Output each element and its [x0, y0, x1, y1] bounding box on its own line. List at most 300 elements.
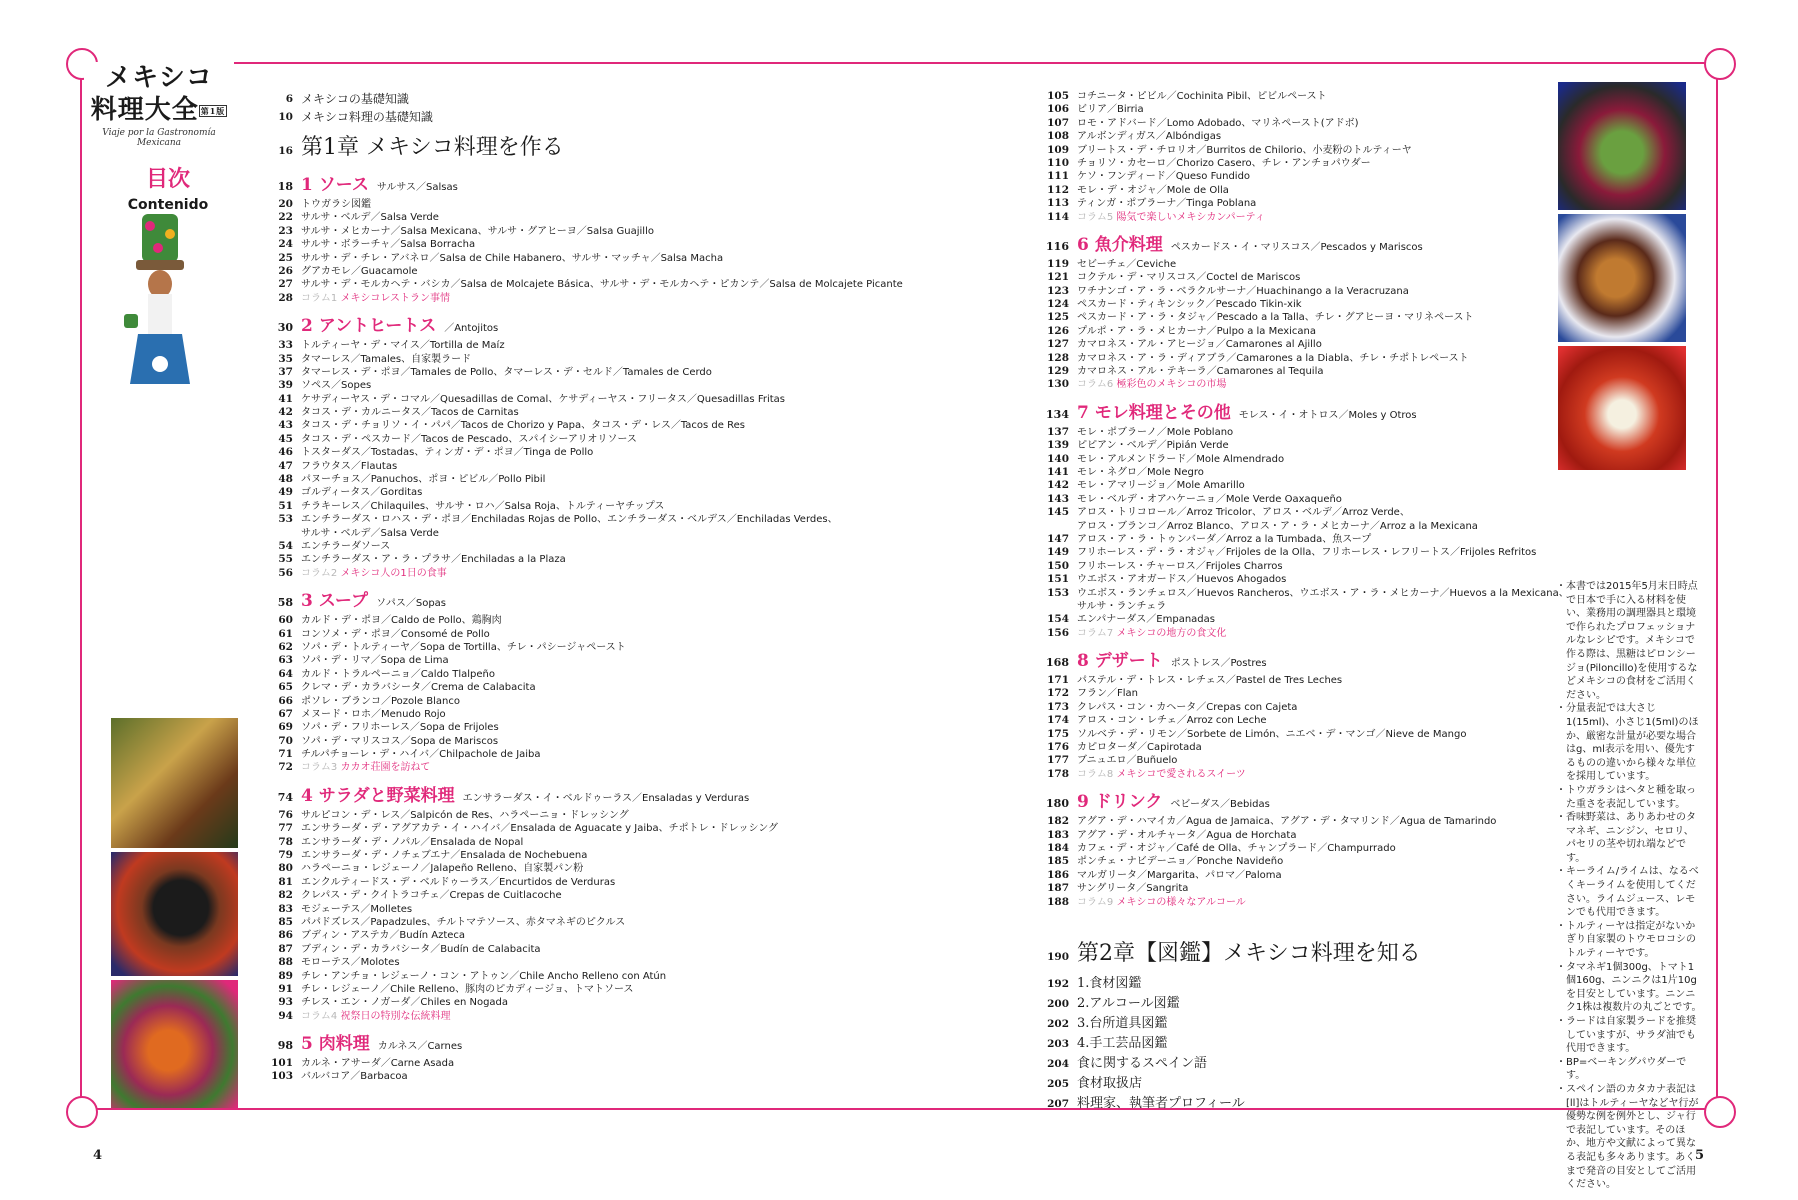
- page-number: 76: [278, 808, 293, 821]
- toc-entry: [1036, 869, 1556, 882]
- toc-entry: [1036, 311, 1556, 324]
- note-item: ・スペイン語のカタカナ表記は[ll]はトルティーヤなどヤ行が優勢な例を例外とし、ジャ行で表記しています。そのほか、地方や文献によって異なる表記も多々あります。あくまで発音の目安としてご活用ください。: [1556, 1083, 1699, 1191]
- title-line2: 料理大全 第1版: [90, 95, 226, 125]
- page-number: 202: [1047, 1018, 1069, 1030]
- page-number: [1036, 600, 1077, 613]
- toc-entry: [1036, 117, 1556, 130]
- toc-entry: [260, 211, 820, 224]
- note-item: ・ラードは自家製ラードを推奨していますが、サラダ油でも代用できます。: [1556, 1016, 1696, 1055]
- page-number: 175: [1047, 727, 1069, 740]
- toc-entry: [1036, 701, 1556, 714]
- page-number: 105: [1047, 90, 1069, 102]
- entry-title: タコス・デ・チョリソ・イ・パパ／Tacos de Chorizo y Papa、タコス・デ・レス／Tacos de Res: [301, 420, 745, 432]
- column-prefix: コラム7: [1077, 627, 1114, 639]
- toc-entry: [260, 721, 820, 734]
- page-number: 58: [277, 596, 293, 610]
- entry-title: ソパ・デ・フリホーレス／Sopa de Frijoles: [301, 722, 499, 734]
- column-entry: [1036, 627, 1556, 640]
- section-heading: [1036, 230, 1556, 258]
- page-number: 187: [1047, 882, 1069, 895]
- page-number-left: 4: [93, 1148, 103, 1163]
- section-heading: [260, 170, 820, 198]
- entry-title: ソパ・デ・リマ／Sopa de Lima: [301, 655, 449, 667]
- toc-entry: [1036, 1094, 1476, 1114]
- page-number: 116: [1046, 239, 1069, 253]
- page-number: 139: [1047, 439, 1069, 452]
- section-subtitle: ソパス／Sopas: [376, 598, 447, 610]
- toc-entry: [260, 1057, 820, 1070]
- entry-title: サルサ・ベルデ／Salsa Verde: [301, 212, 439, 224]
- toc-entry: [1036, 365, 1556, 378]
- toc-entry: [1036, 338, 1556, 351]
- page-number: 200: [1047, 998, 1069, 1010]
- entry-title: パステル・デ・トレス・レチェス／Pastel de Tres Leches: [1077, 675, 1343, 687]
- page-number: 107: [1047, 116, 1069, 129]
- page-number: 61: [278, 627, 293, 640]
- entry-title: ソパ・デ・マリスコス／Sopa de Mariscos: [301, 735, 499, 747]
- entry-title: クレマ・デ・カラバシータ／Crema de Calabacita: [301, 682, 536, 694]
- page-number: 119: [1047, 257, 1069, 270]
- toc-entry: [260, 473, 820, 486]
- toc-entry: [1036, 842, 1556, 855]
- toc-intro-entry: [260, 108, 820, 126]
- toc-entry: [1036, 687, 1556, 700]
- page-number: 49: [278, 486, 293, 499]
- toc-entry: [260, 822, 820, 835]
- page-number: 54: [278, 539, 293, 552]
- page-number: 88: [278, 956, 293, 969]
- chapter-heading: [260, 130, 820, 164]
- page-number: 128: [1047, 351, 1069, 364]
- toc-entry: [260, 735, 820, 748]
- entry-title: アグア・デ・オルチャータ／Agua de Horchata: [1077, 829, 1297, 841]
- toc-entry: [260, 943, 820, 956]
- toc-entry: [260, 983, 820, 996]
- page-number: 140: [1047, 452, 1069, 465]
- toc-entry: [260, 460, 820, 473]
- page-number: [260, 527, 301, 540]
- entry-title: ブニュエロ／Buñuelo: [1077, 755, 1178, 767]
- toc-entry: [260, 970, 820, 983]
- entry-title: アロス・ア・ラ・トゥンバーダ／Arroz a la Tumbada、魚スープ: [1077, 533, 1372, 545]
- entry-title: サングリータ／Sangrita: [1077, 883, 1189, 895]
- toc-entry: [260, 198, 820, 211]
- section-heading: [1036, 398, 1556, 426]
- page-number: 98: [277, 1039, 293, 1053]
- section-title: 7 モレ料理とその他: [1077, 402, 1231, 423]
- toc-entry: [1036, 453, 1556, 466]
- entry-title: ポンチェ・ナビデーニョ／Ponche Navideño: [1077, 856, 1284, 868]
- section-title: 5 肉料理: [301, 1034, 370, 1055]
- toc-entry: [260, 916, 820, 929]
- entry-title: パパドズレス／Papadzules、チルトマテソース、赤タマネギのピクルス: [301, 916, 626, 928]
- toc-entry: [260, 252, 820, 265]
- page-number: 130: [1047, 378, 1069, 391]
- page-number: 55: [278, 553, 293, 566]
- entry-title: サルサ・デ・モルカヘテ・バシカ／Salsa de Molcajete Básica、サルサ・デ・モルカヘテ・ピカンテ／Salsa de Molcajete Picante: [301, 279, 903, 291]
- note-item: ・香味野菜は、ありあわせのタマネギ、ニンジン、セロリ、パセリの茎や切れ端などです。: [1556, 812, 1696, 864]
- toc-entry: [1036, 439, 1556, 452]
- title-line1: メキシコ: [105, 63, 213, 93]
- toc-entry: [260, 681, 820, 694]
- column-text: 極彩色のメキシコの市場: [1113, 379, 1227, 391]
- chapter-title: 第2章【図鑑】メキシコ料理を知る: [1077, 941, 1421, 966]
- toc-entry: [260, 406, 820, 419]
- page-number: 22: [278, 211, 293, 224]
- section-heading: [260, 1029, 820, 1057]
- entry-title: モジェーテス／Molletes: [301, 903, 413, 915]
- frame-corner-ornament: [1704, 1096, 1736, 1128]
- entry-title: カフェ・デ・オジャ／Café de Olla、チャンプラード／Champurrado: [1077, 842, 1396, 854]
- entry-title: ペスカード・ティキンシック／Pescado Tikin-xik: [1077, 299, 1302, 311]
- edition-badge: 第1版: [200, 106, 226, 116]
- entry-title: エンサラーダ・デ・ノチェブエナ／Ensalada de Nochebuena: [301, 850, 588, 862]
- page-number: 46: [278, 446, 293, 459]
- toc-entry: [1036, 1014, 1476, 1034]
- entry-title: クレパス・デ・クイトラコチェ／Crepas de Cuitlacoche: [301, 890, 562, 902]
- toc-entry: [1036, 560, 1556, 573]
- page-number: 171: [1047, 674, 1069, 687]
- entry-title: カマロネス・ア・ラ・ディアブラ／Camarones a la Diabla、チレ・チポトレペースト: [1077, 352, 1469, 364]
- page-number: 41: [278, 392, 293, 405]
- entry-title: カマロネス・アル・アヒージョ／Camarones al Ajillo: [1077, 339, 1322, 351]
- entry-title: セビーチェ／Ceviche: [1077, 258, 1177, 270]
- book-title: [84, 62, 234, 148]
- section-title: 6 魚介料理: [1077, 234, 1163, 255]
- food-photo-salad: [111, 980, 238, 1108]
- page-number: 89: [278, 969, 293, 982]
- page-number: 33: [278, 339, 293, 352]
- entry-title: エンチラーダス・ロハス・デ・ポヨ／Enchiladas Rojas de Pollo、エンチラーダス・ベルデス／Enchiladas Verdes、: [301, 514, 838, 526]
- page-number: 124: [1047, 298, 1069, 311]
- page-number: 6: [285, 93, 293, 105]
- section-subtitle: サルサス／Salsas: [376, 182, 458, 193]
- entry-title: アグア・デ・ハマイカ／Agua de Jamaica、アグア・デ・タマリンド／Agua de Tamarindo: [1077, 816, 1497, 828]
- toc-entry: [260, 278, 903, 291]
- toc-left-column: [260, 90, 903, 1084]
- page-number: 71: [278, 748, 293, 761]
- entry-title: ティンガ・ポブラーナ／Tinga Poblana: [1077, 198, 1257, 210]
- entry-title: アロス・コン・レチェ／Arroz con Leche: [1077, 715, 1267, 727]
- toc-entry: [260, 1070, 820, 1083]
- toc-entry: [1036, 426, 1556, 439]
- entry-title: カルド・デ・ポヨ／Caldo de Pollo、鶏胸肉: [301, 615, 502, 627]
- toc-entry: [1036, 271, 1556, 284]
- entry-title: エンサラーダ・デ・アグアカテ・イ・ハイバ／Ensalada de Aguacate y Jaiba、チポトレ・ドレッシング: [301, 823, 779, 835]
- entry-title: プルポ・ア・ラ・メヒカーナ／Pulpo a la Mexicana: [1077, 325, 1316, 337]
- entry-title: メキシコ料理の基礎知識: [301, 110, 433, 124]
- page-number: 151: [1047, 573, 1069, 586]
- food-photo-mole: [1558, 82, 1686, 210]
- column-prefix: コラム8: [1077, 768, 1114, 780]
- page-number: 77: [278, 822, 293, 835]
- section-subtitle: カルネス／Carnes: [377, 1041, 463, 1053]
- toc-entry: [1036, 728, 1556, 741]
- page-number: 27: [278, 278, 293, 291]
- entry-title: 4.手工芸品図鑑: [1077, 1036, 1168, 1051]
- page-number: 188: [1047, 895, 1069, 908]
- entry-title: ゴルディータス／Gorditas: [301, 487, 423, 499]
- toc-entry: [260, 265, 820, 278]
- toc-entry: [260, 929, 820, 942]
- entry-title: サルサ・メヒカーナ／Salsa Mexicana、サルサ・グアヒーヨ／Salsa Guajillo: [301, 225, 654, 237]
- title-subtitle: Viaje por la Gastronomía Mexicana: [102, 128, 216, 148]
- toc-entry: [1036, 573, 1556, 586]
- entry-title: トスターダス／Tostadas、ティンガ・デ・ポヨ／Tinga de Pollo: [301, 447, 594, 459]
- column-title: [1077, 627, 1226, 640]
- section-title: 8 デザート: [1077, 651, 1163, 672]
- section-title: 2 アントヒートス: [301, 316, 437, 337]
- toc-entry: [260, 849, 820, 862]
- toc-entry: [1036, 994, 1476, 1014]
- page-number: 114: [1047, 210, 1069, 223]
- toc-entry: [260, 876, 820, 889]
- page-number: 172: [1047, 687, 1069, 700]
- toc-entry: [1036, 170, 1556, 183]
- toc-entry: [260, 553, 820, 566]
- entry-title: トルティーヤ・デ・マイス／Tortilla de Maíz: [301, 340, 505, 352]
- entry-title: サルサ・ボラーチャ／Salsa Borracha: [301, 239, 476, 251]
- page-number: 110: [1047, 156, 1069, 169]
- toc-entry: [260, 379, 820, 392]
- column-entry: [1036, 378, 1556, 391]
- entry-title: チョリソ・カセーロ／Chorizo Casero、チレ・アンチョパウダー: [1077, 157, 1371, 169]
- toc-entry: [260, 527, 820, 540]
- entry-title: サルサ・ランチェラ: [1077, 600, 1167, 612]
- toc-entry: [1036, 103, 1556, 116]
- toc-entry: [260, 366, 820, 379]
- entry-title: エンチラーダソース: [301, 540, 391, 552]
- page-number: 103: [271, 1070, 293, 1083]
- food-photo-soup: [111, 852, 238, 976]
- page-number: 173: [1047, 700, 1069, 713]
- notes-block: [1556, 580, 1705, 1192]
- page-number: 82: [278, 889, 293, 902]
- entry-title: アルボンディガス／Albóndigas: [1077, 131, 1222, 143]
- page-number: 154: [1047, 613, 1069, 626]
- page-number: 129: [1047, 365, 1069, 378]
- page-number-right: 5: [1695, 1148, 1705, 1163]
- toc-entry: [1036, 258, 1556, 271]
- section-title: 4 サラダと野菜料理: [301, 785, 455, 806]
- toc-entry: [1036, 815, 1556, 828]
- page-number: 178: [1047, 767, 1069, 780]
- section-subtitle: ポストレス／Postres: [1170, 658, 1267, 670]
- column-text: メキシコ人の1日の食事: [337, 567, 447, 579]
- page-number: 35: [278, 352, 293, 365]
- section-subtitle: エンサラーダス・イ・ベルドゥーラス／Ensaladas y Verduras: [462, 792, 750, 804]
- toc-entry: [1036, 882, 1556, 895]
- toc-entry: [1036, 520, 1556, 533]
- toc-right-column: [1036, 90, 1569, 909]
- page-number: 109: [1047, 143, 1069, 156]
- entry-title: フラウタス／Flautas: [301, 460, 398, 472]
- toc-entry: [1036, 754, 1556, 767]
- page-number: 137: [1047, 425, 1069, 438]
- page-number: 16: [278, 145, 293, 157]
- page-number: 177: [1047, 754, 1069, 767]
- entry-title: ビリア／Birria: [1077, 104, 1144, 116]
- entry-title: タコス・デ・カルニータス／Tacos de Carnitas: [301, 407, 519, 419]
- section-subtitle: ／Antojitos: [444, 323, 499, 335]
- toc-entry: [260, 862, 820, 875]
- page-number: 74: [277, 790, 293, 804]
- entry-title: 3.台所道具図鑑: [1077, 1016, 1168, 1031]
- entry-title: グアカモレ／Guacamole: [301, 265, 418, 277]
- page-number: 26: [278, 264, 293, 277]
- toc-entry: [260, 393, 820, 406]
- entry-title: マルガリータ／Margarita、パロマ／Paloma: [1077, 869, 1282, 881]
- toc-entry: [260, 433, 820, 446]
- page-number: 182: [1047, 815, 1069, 828]
- food-photo-meat: [1558, 214, 1686, 342]
- chapter-title: 第1章 メキシコ料理を作る: [301, 135, 564, 160]
- page-number: 10: [278, 111, 293, 123]
- page-number: 80: [278, 862, 293, 875]
- page-number: 174: [1047, 714, 1069, 727]
- toc-label-en: Contenido: [127, 197, 209, 213]
- toc-entry: [1036, 674, 1556, 687]
- page-number: 186: [1047, 868, 1069, 881]
- page-number: 20: [278, 198, 293, 210]
- note-item: ・トウガラシはヘタと種を取った重さを表記しています。: [1556, 784, 1696, 810]
- entry-title: 食材取扱店: [1077, 1076, 1143, 1091]
- page-number: 93: [278, 996, 293, 1009]
- entry-title: サルサ・ベルデ／Salsa Verde: [301, 527, 439, 539]
- page-number: 94: [278, 1009, 293, 1022]
- entry-title: タマーレス・デ・ポヨ／Tamales de Pollo、タマーレス・デ・セルド／Tamales de Cerdo: [301, 366, 712, 378]
- note-item: ・タマネギ1個300g、トマト1個160g、ニンニクは1片10gを目安としています。ニンニク1株は複数片の丸ごとです。: [1556, 961, 1702, 1014]
- page-number: 86: [278, 929, 293, 942]
- page-number: 24: [278, 238, 293, 251]
- toc-entry: [1036, 466, 1556, 479]
- toc-entry: [1036, 714, 1556, 727]
- page-number: 190: [1047, 951, 1069, 963]
- toc-entry: [1036, 197, 1556, 210]
- toc-entry: [1036, 1074, 1476, 1094]
- page-number: 145: [1047, 506, 1069, 519]
- toc-entry: [260, 956, 820, 969]
- entry-title: ブリートス・デ・チロリオ／Burritos de Chilorio、小麦粉のトルティーヤ: [1077, 144, 1412, 156]
- entry-title: コクテル・デ・マリスコス／Coctel de Mariscos: [1077, 272, 1301, 284]
- column-title: [1077, 896, 1246, 909]
- toc-entry: [1036, 600, 1556, 613]
- entry-title: ワチナンゴ・ア・ラ・ベラクルサーナ／Huachinango a la Veracruzana: [1077, 285, 1409, 297]
- page-number: 156: [1047, 626, 1069, 639]
- page-number: 72: [278, 761, 293, 774]
- column-title: [301, 567, 447, 580]
- entry-title: サルピコン・デ・レス／Salpicón de Res、ハラペーニョ・ドレッシング: [301, 809, 629, 821]
- page-number: 65: [278, 681, 293, 694]
- toc-entry: [1036, 352, 1556, 365]
- toc-entry: [260, 708, 820, 721]
- page-number: 203: [1047, 1038, 1069, 1050]
- toc-entry: [260, 486, 820, 499]
- toc-intro-entry: [260, 90, 820, 108]
- page-number: 141: [1047, 465, 1069, 478]
- column-text: メキシコの地方の食文化: [1113, 627, 1227, 639]
- food-photo-tacos: [111, 718, 238, 848]
- entry-title: モレ・アマリージョ／Mole Amarillo: [1077, 480, 1245, 492]
- page-number: 48: [278, 473, 293, 486]
- page-number: 79: [278, 849, 293, 862]
- entry-title: チラキーレス／Chilaquiles、サルサ・ロハ／Salsa Roja、トルティーヤチップス: [301, 500, 665, 512]
- entry-title: モレ・ポブラーノ／Mole Poblano: [1077, 426, 1234, 438]
- page-number: 183: [1047, 828, 1069, 841]
- section-heading: [260, 781, 820, 809]
- entry-title: バルバコア／Barbacoa: [301, 1071, 408, 1083]
- entry-title: ロモ・アドバード／Lomo Adobado、マリネペースト(アドボ): [1077, 117, 1359, 129]
- page-number: [1036, 520, 1077, 533]
- toc-entry: [1036, 144, 1556, 157]
- page-number: 45: [278, 432, 293, 445]
- toc-entry: [1036, 479, 1556, 492]
- toc-entry: [1036, 546, 1556, 559]
- entry-title: モレ・アルメンドラード／Mole Almendrado: [1077, 453, 1285, 465]
- toc-entry: [1036, 325, 1556, 338]
- toc-entry: [1036, 298, 1556, 311]
- toc-entry: [1036, 90, 1556, 103]
- page-number: 180: [1046, 797, 1069, 811]
- column-title: [301, 292, 450, 305]
- toc-entry: [260, 339, 820, 352]
- page-number: 147: [1047, 532, 1069, 545]
- page-number: 67: [278, 707, 293, 720]
- entry-title: 2.アルコール図鑑: [1077, 996, 1180, 1011]
- column-prefix: コラム6: [1077, 379, 1114, 391]
- entry-title: 料理家、執筆者プロフィール: [1077, 1096, 1245, 1111]
- entry-title: モレ・デ・オジャ／Mole de Olla: [1077, 184, 1229, 196]
- column-prefix: コラム9: [1077, 896, 1114, 908]
- entry-title: エンサラーダ・デ・ノパル／Ensalada de Nopal: [301, 836, 524, 848]
- entry-title: エンクルティードス・デ・ベルドゥーラス／Encurtidos de Verduras: [301, 876, 616, 888]
- note-item: ・キーライム/ライムは、なるべくキーライムを使用してください。ライムジュース、レモンでも代用できます。: [1556, 866, 1699, 919]
- entry-title: ポソレ・ブランコ／Pozole Blanco: [301, 695, 460, 707]
- figurine-image: [120, 214, 200, 394]
- food-photo-shrimp: [1558, 346, 1686, 470]
- page-number: 123: [1047, 284, 1069, 297]
- page-number: 205: [1047, 1078, 1069, 1090]
- page-number: 127: [1047, 338, 1069, 351]
- page-number: 62: [278, 640, 293, 653]
- toc-entry: [260, 695, 820, 708]
- toc-entry: [260, 446, 820, 459]
- page-number: 185: [1047, 855, 1069, 868]
- toc-entry: [260, 641, 820, 654]
- section-heading: [1036, 787, 1556, 815]
- column-text: メキシコの様々なアルコール: [1113, 896, 1246, 908]
- toc-heading: [84, 162, 252, 213]
- entry-title: ソルベテ・デ・リモン／Sorbete de Limón、ニエベ・デ・マンゴ／Nieve de Mango: [1077, 728, 1467, 740]
- note-item: ・BP=ベーキングパウダーです。: [1556, 1056, 1687, 1082]
- section-title: 1 ソース: [301, 175, 369, 195]
- entry-title: ケソ・フンディード／Queso Fundido: [1077, 171, 1251, 183]
- section-heading: [260, 311, 820, 339]
- chapter-heading: [1036, 936, 1476, 970]
- page-number: 143: [1047, 492, 1069, 505]
- page-number: 64: [278, 667, 293, 680]
- page-number: 18: [277, 180, 293, 193]
- column-entry: [1036, 896, 1556, 909]
- entry-title: フリホーレス・デ・ラ・オジャ／Frijoles de la Olla、フリホーレス・レフリートス／Frijoles Refritos: [1077, 547, 1537, 559]
- column-text: メキシコで愛されるスイーツ: [1113, 768, 1246, 780]
- toc-entry: [260, 513, 838, 526]
- entry-title: エンチラーダス・ア・ラ・プラサ／Enchiladas a la Plaza: [301, 554, 566, 566]
- column-title: [1077, 768, 1246, 781]
- section-subtitle: ペスカードス・イ・マリスコス／Pescados y Mariscos: [1170, 241, 1423, 253]
- entry-title: フラン／Flan: [1077, 688, 1138, 700]
- column-title: [1077, 211, 1265, 224]
